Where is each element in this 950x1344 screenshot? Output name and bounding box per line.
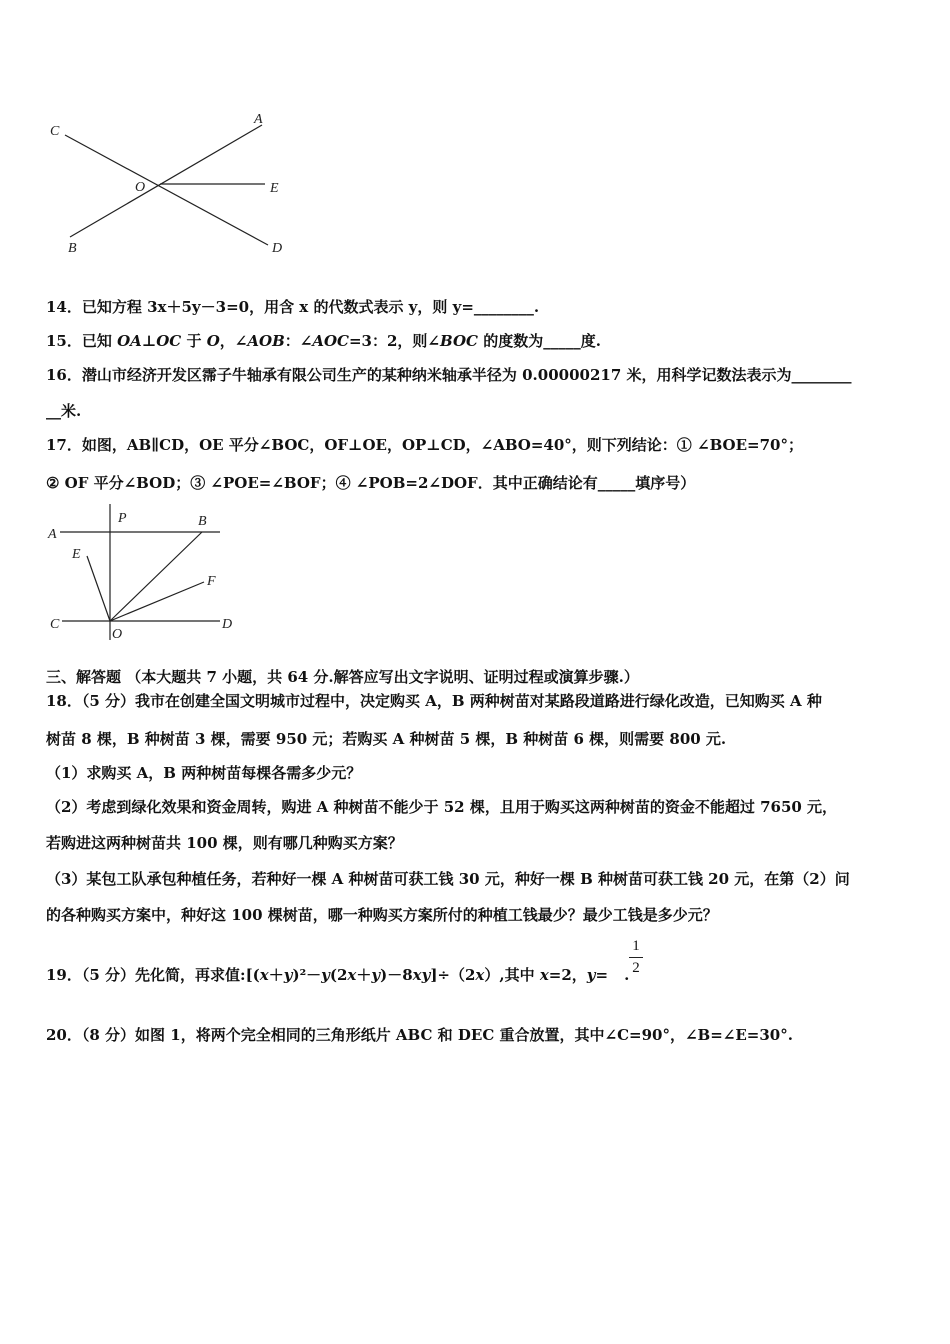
q19-text: ）,其中 <box>484 966 540 984</box>
question-14: 14．已知方程 3x＋5y－3=0，用含 x 的代数式表示 y，则 y=________. <box>46 298 540 316</box>
math-x: x <box>539 966 549 984</box>
q15-text: =3：2，则∠ <box>348 332 440 350</box>
fraction-bar <box>629 957 643 958</box>
q19-text: =2， <box>548 966 587 984</box>
label-a: A <box>48 527 57 542</box>
math-y: y <box>371 966 381 984</box>
question-19 <box>46 964 629 985</box>
math-x: x <box>259 966 269 984</box>
ray-ob <box>110 532 202 621</box>
q19-text: ]÷（2 <box>430 966 476 984</box>
question-18-part3-line2: 的各种购买方案中，种好这 100 棵树苗，哪一种购买方案所付的种植工钱最少？最少工钱是多少元？ <box>46 906 718 924</box>
q15-text: ：∠ <box>284 332 313 350</box>
label-f: F <box>207 574 216 589</box>
q19-text: ＋ <box>268 966 284 984</box>
fraction-numerator: 1 <box>632 938 640 954</box>
line-cd <box>65 135 268 245</box>
math-oa: OA <box>117 332 142 350</box>
question-16-line2: __米. <box>46 402 82 420</box>
label-e: E <box>72 547 81 562</box>
label-o: O <box>112 627 123 642</box>
q19-text: = <box>595 966 609 984</box>
question-18-part2-line1: （2）考虑到绿化效果和资金周转，购进 A 种树苗不能少于 52 棵，且用于购买这两种树苗的资金不能超过 7650 元， <box>46 798 838 816</box>
figure-intersecting-lines <box>40 105 300 265</box>
q15-text: 15．已知 <box>46 332 118 350</box>
q19-text: ＋ <box>356 966 372 984</box>
question-18-part3-line1: （3）某包工队承包种植任务，若种好一棵 A 种树苗可获工钱 30 元，种好一棵 B 种树苗可获工钱 20 元，在第（2）问 <box>46 870 850 888</box>
question-18-part2-line2: 若购进这两种树苗共 100 棵，则有哪几种购买方案？ <box>46 834 403 852</box>
line-ab <box>70 125 262 237</box>
question-17-line2: ② OF 平分∠BOD；③ ∠POE=∠BOF；④ ∠POB=2∠DOF．其中正确结论有_____填序号） <box>46 474 696 492</box>
math-boc: BOC <box>440 332 478 350</box>
label-b: B <box>198 514 207 529</box>
label-o: O <box>135 180 146 195</box>
math-oc: OC <box>156 332 182 350</box>
math-x: x <box>475 966 485 984</box>
question-18-line1: 18．（5 分）我市在创建全国文明城市过程中，决定购买 A，B 两种树苗对某路段道路进行绿化改造，已知购买 A 种 <box>46 692 822 710</box>
ray-oe <box>87 556 110 621</box>
q15-text: ⊥ <box>141 332 157 350</box>
math-x: x <box>347 966 357 984</box>
q15-text: ，∠ <box>219 332 248 350</box>
question-17-line1: 17．如图，AB∥CD，OE 平分∠BOC，OF⊥OE，OP⊥CD，∠ABO=40°，则下列结论：① ∠BOE=70°； <box>46 436 803 454</box>
question-20: 20．（8 分）如图 1，将两个完全相同的三角形纸片 ABC 和 DEC 重合放置，其中∠C=90°，∠B=∠E=30°. <box>46 1026 793 1044</box>
label-a: A <box>254 112 263 127</box>
section-three-heading: 三、解答题 （本大题共 7 小题，共 64 分.解答应写出文字说明、证明过程或演算步骤.） <box>46 668 639 686</box>
figure-parallel-lines <box>40 500 250 645</box>
label-c: C <box>50 617 60 632</box>
math-y: y <box>283 966 293 984</box>
label-c: C <box>50 124 60 139</box>
label-d: D <box>222 617 233 632</box>
label-d: D <box>272 241 283 256</box>
fraction-denominator: 2 <box>632 960 640 976</box>
label-e: E <box>270 181 279 196</box>
question-18-part1: （1）求购买 A，B 两种树苗每棵各需多少元？ <box>46 764 362 782</box>
math-aob: AOB <box>247 332 285 350</box>
math-y: y <box>321 966 330 984</box>
math-xy: xy <box>412 966 431 984</box>
fraction-one-half <box>629 938 643 977</box>
q19-text: )－8 <box>380 966 413 984</box>
q19-text: (2 <box>329 966 348 984</box>
question-18-line2: 树苗 8 棵，B 种树苗 3 棵，需要 950 元；若购买 A 种树苗 5 棵，B 种树苗 6 棵，则需要 800 元. <box>46 730 727 748</box>
q19-text: )²－ <box>292 966 322 984</box>
ray-of <box>110 582 204 621</box>
q15-text: 的度数为_____度. <box>477 332 601 350</box>
math-o: O <box>206 332 220 350</box>
question-16-line1: 16．潜山市经济开发区霈子牛轴承有限公司生产的某种纳米轴承半径为 0.00000217 米，用科学记数法表示为________ <box>46 366 852 384</box>
label-p: P <box>118 511 127 526</box>
q15-text: 于 <box>181 332 207 350</box>
q19-text: 19．（5 分）先化简，再求值:[( <box>46 966 260 984</box>
question-15 <box>46 330 601 351</box>
math-aoc: AOC <box>312 332 349 350</box>
label-b: B <box>68 241 77 256</box>
q19-text: . <box>624 966 630 984</box>
math-y: y <box>586 966 596 984</box>
